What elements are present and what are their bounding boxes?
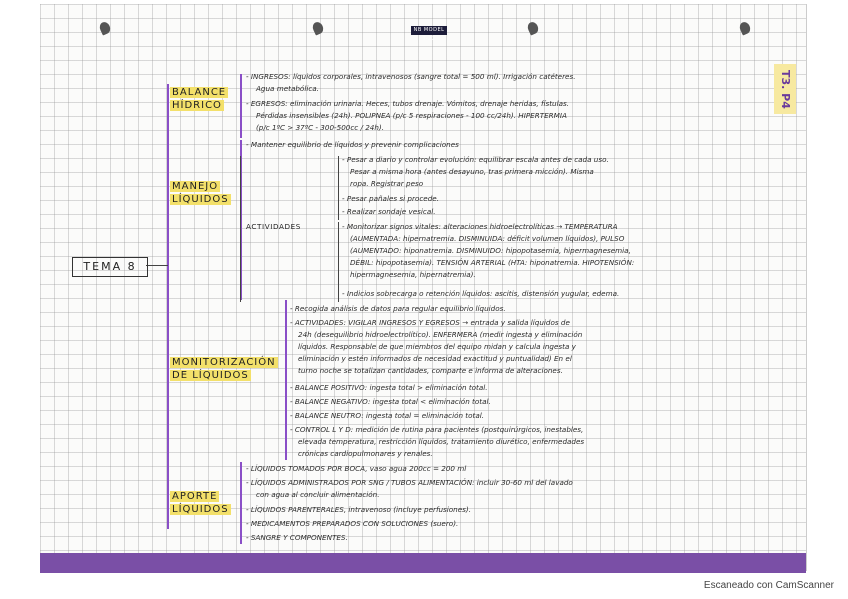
manejo-sondaje: - Realizar sondaje vesical. (342, 207, 436, 216)
balance-egresos-3: (p/c 1ºC > 37ºC - 300-500cc / 24h). (256, 123, 385, 132)
monit-actividades-3: líquidos. Responsable de que miembros del equipo midan y calcula ingesta y (298, 342, 576, 351)
aporte-medicamentos: - MEDICAMENTOS PREPARADOS CON SOLUCIONES (suero). (246, 519, 459, 528)
aporte-sangre: - SANGRE Y COMPONENTES. (246, 533, 348, 542)
manejo-monit: - Monitorizar signos vitales: alteraciones hidroelectrolíticas → TEMPERATURA (342, 222, 618, 231)
monit-balance-positivo: - BALANCE POSITIVO: ingesta total > eliminación total. (290, 383, 488, 392)
monit-balance-neutro: - BALANCE NEUTRO: ingesta total = eliminación total. (290, 411, 485, 420)
manejo-title: MANEJO LÍQUIDOS (172, 181, 229, 205)
monit-actividades: - ACTIVIDADES: VIGILAR INGRESOS Y EGRESOS → entrada y salida líquidos de (290, 318, 570, 327)
manejo-pesar: - Pesar a diario y controlar evolución: equilibrar escala antes de cada uso. (342, 155, 609, 164)
monitorizacion-title: MONITORIZACIÓN DE LÍQUIDOS (172, 357, 276, 381)
page-bottom-strip (40, 553, 806, 573)
balance-ingresos-2: Agua metabólica. (256, 84, 319, 93)
manejo-monit-2: (AUMENTADA: hipernatremia. DISMINUIDA: déficit volumen líquidos), PULSO (350, 234, 625, 243)
bracket (338, 222, 339, 302)
aporte-parenterales: - LÍQUIDOS PARENTERALES, intravenoso (incluye perfusiones). (246, 505, 471, 514)
aporte-title: APORTE LÍQUIDOS (172, 491, 229, 515)
manejo-mantener: - Mantener equilibrio de líquidos y prevenir complicaciones (246, 140, 459, 149)
manejo-indicios: - Indicios sobrecarga o retención líquidos: ascitis, distensión yugular, edema. (342, 289, 620, 298)
balance-title: BALANCE HÍDRICO (172, 87, 227, 111)
manejo-pesar-3: ropa. Registrar peso (350, 179, 424, 188)
manejo-monit-4: DÉBIL: hipopotasemia). TENSIÓN ARTERIAL (HTA: hiponatremia. HIPOTENSIÓN: (350, 258, 635, 267)
aporte-boca: - LÍQUIDOS TOMADOS POR BOCA, vaso agua 200cc = 200 ml (246, 464, 467, 473)
monit-control: - CONTROL L Y D: medición de rutina para pacientes (postquirúrgicos, inestables, (290, 425, 584, 434)
monitorizacion-connector (285, 300, 287, 460)
tema-connector (146, 265, 168, 266)
monit-actividades-2: 24h (desequilibrio hidroelectrolítico). ENFERMERA (medir ingesta y eliminación (298, 330, 583, 339)
balance-egresos-2: Pérdidas insensibles (24h). POLIPNEA (p/c 5 respiraciones - 100 cc/24h). HIPERTERMIA (256, 111, 567, 120)
manejo-monit-5: hipermagnesemia, hipernatremia). (350, 270, 476, 279)
balance-ingresos: - INGRESOS: líquidos corporales, intravenosos (sangre total = 500 ml). Irrigación catéteres. (246, 72, 576, 81)
bracket (240, 156, 241, 302)
aporte-connector (240, 462, 242, 544)
tema-title: TEMA 8 (72, 257, 148, 277)
balance-egresos: - EGRESOS: eliminación urinaria. Heces, tubos drenaje. Vómitos, drenaje heridas, fístulas. (246, 99, 570, 108)
manejo-actividades-label: ACTIVIDADES (246, 222, 301, 231)
monit-control-3: crónicas cardiopulmonares y renales. (298, 449, 433, 458)
monit-actividades-5: turno noche se totalizan cantidades, comparte e informa de alteraciones. (298, 366, 563, 375)
bracket (338, 156, 339, 220)
aporte-sng: - LÍQUIDOS ADMINISTRADOS POR SNG / TUBOS ALIMENTACIÓN: incluir 30-60 ml del lavado (246, 478, 573, 487)
manejo-panales: - Pesar pañales si procede. (342, 194, 439, 203)
monit-recogida: - Recogida análisis de datos para regular equilibrio líquidos. (290, 304, 506, 313)
scanner-watermark: Escaneado con CamScanner (703, 580, 834, 591)
manejo-pesar-2: Pesar a misma hora (antes desayuno, tras primera micción). Misma (350, 167, 594, 176)
monit-control-2: elevada temperatura, restricción líquidos, tratamiento diurético, enfermedades (298, 437, 585, 446)
main-connector (167, 84, 169, 529)
page-tab: T3. P4 (774, 64, 796, 114)
manejo-monit-3: (AUMENTADO: hiponatremia. DISMINUIDO: hipopotasemia, hipermagnesemia, (350, 246, 631, 255)
aporte-sng-2: con agua al concluir alimentación. (256, 490, 380, 499)
balance-connector (240, 74, 242, 138)
monit-actividades-4: eliminación y estén informados de necesidad exactitud y puntualidad) En el (298, 354, 572, 363)
notebook-badge: NB MODEL T-22 (411, 26, 447, 35)
monit-balance-negativo: - BALANCE NEGATIVO: ingesta total < eliminación total. (290, 397, 491, 406)
